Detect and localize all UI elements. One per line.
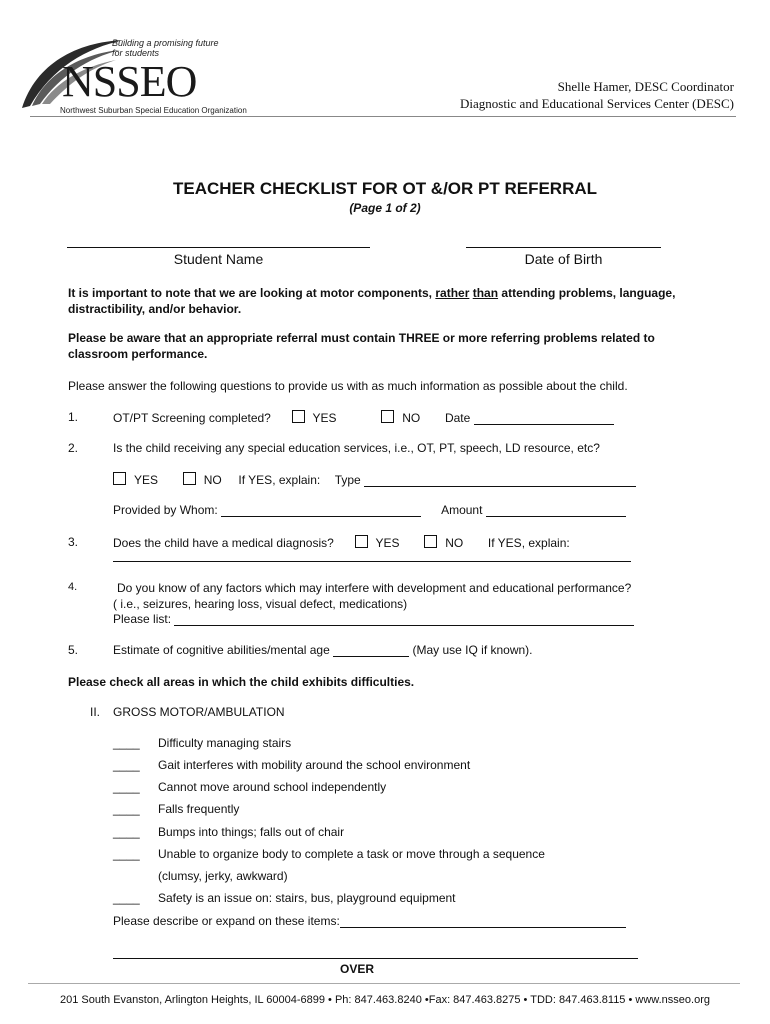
q1-row: OT/PT Screening completed? YES NO Date — [113, 410, 614, 425]
q2-provided-field[interactable] — [221, 503, 421, 517]
q5-number: 5. — [68, 643, 79, 657]
q3-no-checkbox[interactable] — [424, 535, 437, 548]
q3-yes-checkbox[interactable] — [355, 535, 368, 548]
q3-row: Does the child have a medical diagnosis? YES NO If YES, explain: — [113, 536, 570, 550]
footer-address: 201 South Evanston, Arlington Heights, IL 60004-6899 • Ph: 847.463.8240 •Fax: 847.463.8275 • TDD: 847.463.8115 • www.nsseo.org — [60, 994, 710, 1006]
footer-divider — [28, 983, 740, 984]
header-divider — [30, 116, 736, 117]
q3-explain-line[interactable] — [113, 561, 631, 562]
intro-paragraph-1: It is important to note that we are looking at motor components, rather than attending problems, language, distractibility, and/or behavior. — [68, 286, 676, 316]
q2-type-field[interactable] — [364, 473, 636, 487]
contact-dept: Diagnostic and Educational Services Center (DESC) — [459, 96, 734, 111]
q5-row: Estimate of cognitive abilities/mental age (May use IQ if known). — [113, 643, 533, 657]
q5-estimate-field[interactable] — [333, 643, 409, 657]
dob-label: Date of Birth — [524, 251, 603, 267]
item-2: Gait interferes with mobility around the school environment — [158, 758, 471, 772]
item-4: Falls frequently — [158, 802, 240, 816]
item-4-blank[interactable]: ____ — [113, 802, 140, 816]
describe-field[interactable] — [340, 914, 626, 928]
item-7-blank[interactable]: ____ — [113, 891, 140, 905]
page-title: TEACHER CHECKLIST FOR OT &/OR PT REFERRAL — [172, 179, 598, 198]
contact-name: Shelle Hamer, DESC Coordinator — [557, 79, 734, 94]
item-3: Cannot move around school independently — [158, 780, 387, 794]
org-full-name: Northwest Suburban Special Education Organization — [60, 106, 247, 115]
q3-number: 3. — [68, 535, 79, 549]
item-6: Unable to organize body to complete a task or move through a sequence — [158, 847, 545, 861]
q4-number: 4. — [68, 581, 78, 593]
item-6-blank[interactable]: ____ — [113, 847, 140, 861]
item-2-blank[interactable]: ____ — [113, 758, 140, 772]
tagline: Building a promising future for students — [112, 38, 219, 58]
item-3-blank[interactable]: ____ — [113, 780, 140, 794]
q4-row: Please list: — [113, 612, 634, 626]
q2-number: 2. — [68, 441, 79, 455]
describe-line-2[interactable] — [113, 958, 638, 959]
q1-text: OT/PT Screening completed? — [113, 411, 271, 425]
q1-number: 1. — [68, 410, 79, 424]
item-5: Bumps into things; falls out of chair — [158, 825, 345, 839]
dob-line[interactable] — [466, 247, 661, 248]
intro-paragraph-3: Please answer the following questions to provide us with as much information as possible about the child. — [68, 379, 628, 393]
section-number: II. — [90, 705, 101, 719]
q4-example: ( i.e., seizures, hearing loss, visual defect, medications) — [113, 597, 408, 611]
student-name-label: Student Name — [173, 251, 264, 267]
q4-list-field[interactable] — [174, 612, 634, 626]
q2-row: YES NO If YES, explain: Type — [113, 472, 636, 487]
q2-amount-field[interactable] — [486, 503, 626, 517]
student-name-line[interactable] — [67, 247, 370, 248]
logo-text: NSSEO — [62, 57, 197, 106]
q2-yes-checkbox[interactable] — [113, 472, 126, 485]
page-subtitle: (Page 1 of 2) — [349, 201, 421, 215]
describe-row: Please describe or expand on these items: — [113, 914, 626, 928]
q2-row-2: Provided by Whom: Amount — [113, 503, 626, 517]
item-7: Safety is an issue on: stairs, bus, playground equipment — [158, 891, 456, 905]
q1-yes-checkbox[interactable] — [292, 410, 305, 423]
q3-text: Does the child have a medical diagnosis? — [113, 536, 334, 550]
q1-date-field[interactable] — [474, 411, 614, 425]
item-6-continued: (clumsy, jerky, awkward) — [158, 869, 288, 883]
q2-no-checkbox[interactable] — [183, 472, 196, 485]
q1-no-checkbox[interactable] — [381, 410, 394, 423]
item-1-blank[interactable]: ____ — [113, 736, 140, 750]
over-label: OVER — [340, 962, 375, 976]
item-1: Difficulty managing stairs — [158, 736, 292, 750]
check-all-instruction: Please check all areas in which the child exhibits difficulties. — [68, 675, 415, 689]
intro-paragraph-2: Please be aware that an appropriate referral must contain THREE or more referring problems related to classroom performance. — [68, 331, 655, 361]
logo — [16, 34, 247, 118]
q4-text: Do you know of any factors which may interfere with development and educational performance? — [117, 581, 632, 595]
q2-text: Is the child receiving any special education services, i.e., OT, PT, speech, LD resource, etc? — [113, 441, 600, 455]
section-title: GROSS MOTOR/AMBULATION — [113, 705, 285, 719]
item-5-blank[interactable]: ____ — [113, 825, 140, 839]
